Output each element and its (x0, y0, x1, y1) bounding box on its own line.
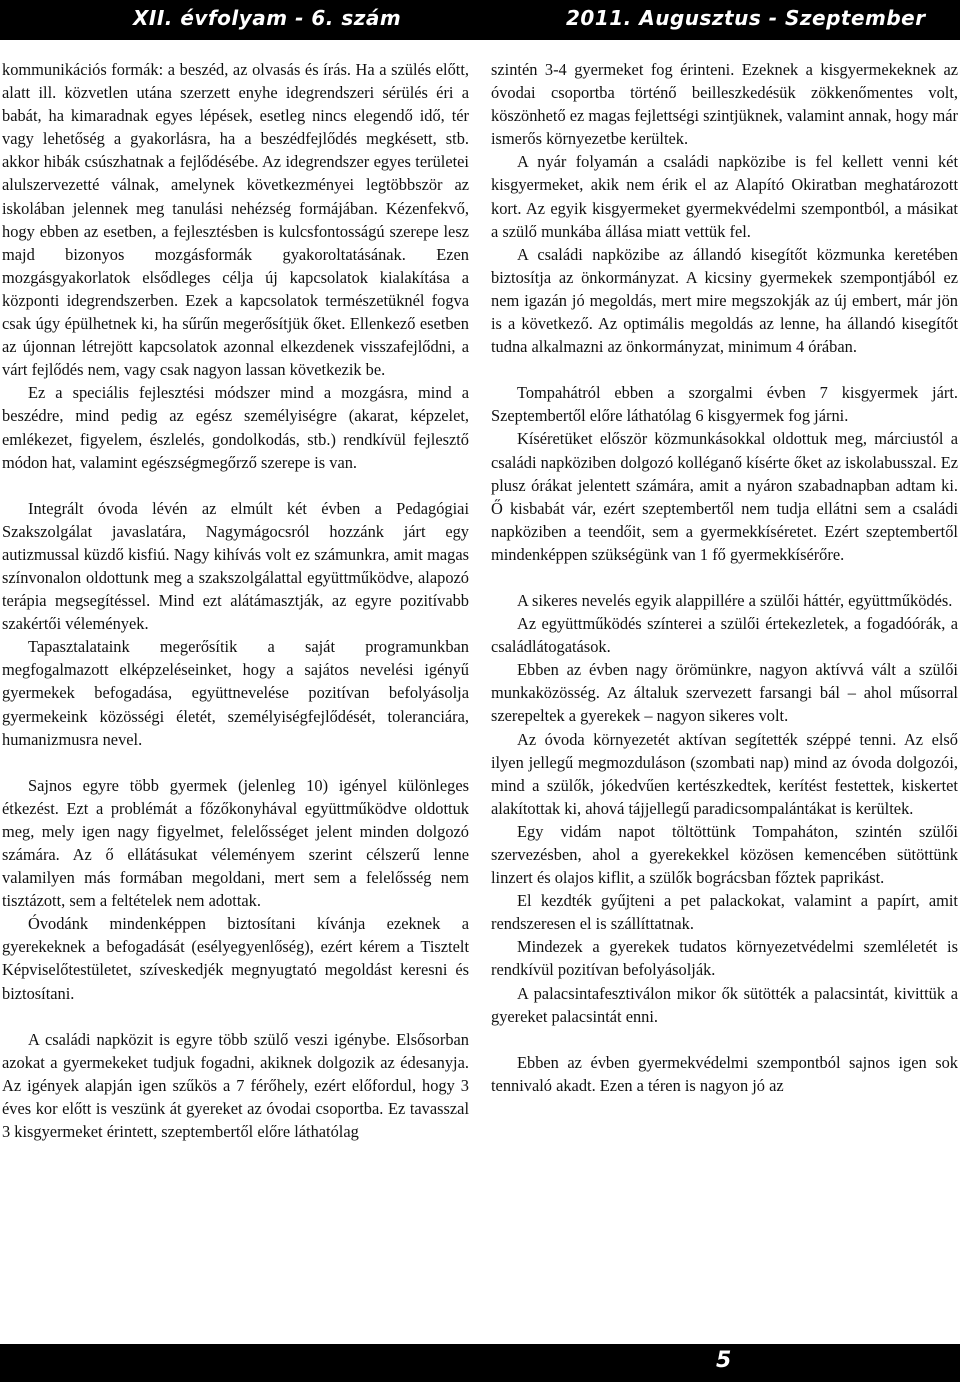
paragraph: El kezdték gyűjteni a pet palackokat, valamint a papírt, amit rendszeresen el is szállíttatnak. (491, 891, 958, 934)
paragraph: A családi napközit is egyre több szülő veszi igénybe. Elsősorban azokat a gyermekeket tudjuk fogadni, akiknek dolgozik az édesanyja. Az igények alapján igen szűkös a 7 férőhely, ezért előfordul, hogy 3 éves kor előtt is veszünk át gyereket az óvodai csoportba. Ez tavasszal 3 kisgyermeket érintett, szeptembertől előre láthatólag (2, 1029, 469, 1142)
paragraph: Integrált óvoda lévén az elmúlt két évben a Pedagógiai Szakszolgálat javaslatára, Nagymágocsról hozzánk járt egy autizmussal küzdő kisfiú. Nagy kihívás volt ez számunkra, amit magas színvonalon oldottunk meg a szakszolgálattal együttműködve, alapozó terápia megsegítéssel. Mind ezt alátámasztják, az egyre pozitívabb szakértői vélemények. (2, 498, 469, 634)
paragraph: kommunikációs formák: a beszéd, az olvasás és írás. Ha a szülés előtt, alatt ill. közvetlen utána szerzett enyhe idegrendszeri sérülés éri a babát, ha kimaradnak egyes lépések, esetleg nincs elegendő idő, tér vagy lehetőség a gyakorlásra, ha a beszédfejlődés megkésett, stb. akkor hibák csúszhatnak a fejlődésébe. Az idegrendszer egyes területei alulszervezetté válnak, amelynek következményei legtöbbször az iskolában jelennek meg tanulási nehézség formájában. Kézenfekvő, hogy ebben az esetben, a fejlesztésben is kulcsfontosságú szerepe lesz majd bizonyos mozgásformák gyakoroltatásának. Ezen mozgásgyakorlatok elsődleges célja új kapcsolatok kialakítása a központi idegrendszerben. Ezek a kapcsolatok természetüknél fogva csak úgy épülhetnek ki, ha sűrűn megerősítjük őket. Ellenkező esetben az újonnan létrejött kapcsolatok azonnal elkezdenek visszafejlődni, a várt fejlődés nem, vagy csak nagyon lassan következik be. (2, 60, 469, 380)
paragraph: Ez a speciális fejlesztési módszer mind a mozgásra, mind a beszédre, mind pedig az egész személyiségre (akarat, képzelet, emlékezet, figyelem, észlelés, gondolkodás, stb.) rendkívül fejlesztő módon hat, valamint egészségmegőrző szerepe is van. (2, 383, 469, 472)
paragraph: Sajnos egyre több gyermek (jelenleg 10) igényel különleges étkezést. Ezt a problémát a főzőkonyhával együttműködve oldottuk meg, mely igen nagy figyelmet, felelősséget jelent minden dolgozó számára. Az ő ellátásukat véleményem szerint célszerű lenne valamilyen más formában megoldani, mert sem a felelősség nem tisztázott, sem a feltételek nem adottak. (2, 775, 469, 911)
paragraph: Kíséretüket először közmunkásokkal oldottuk meg, márciustól a családi napköziben dolgozó kolléganő kísérte őket az iskolabusszal. Ez plusz órákat jelentett számára, amit a nyáron szabadnapban adtam ki. Ő kisbabát vár, ezért szeptembertől nem tudja ellátni sem a családi napköziben a teendőit, sem a gyermekkíséretet. Ezért szeptembertől mindenképpen szükségünk van 1 fő gyermekkísérőre. (491, 429, 958, 564)
paragraph: Az óvoda környezetét aktívan segítették széppé tenni. Az első ilyen jellegű megmozduláson (szombati nap) mind az óvoda dolgozói, mind a szülők, jókedvűen kertészkedtek, kerítést festettek, kiskertet alakítottak ki, ahová tájjellegű paradicsompalántákat is kerültek. (491, 729, 958, 818)
right-column (491, 58, 958, 1097)
issue-label: XII. évfolyam - 6. szám (133, 6, 402, 30)
paragraph: Az együttműködés színterei a szülői értekezletek, a fogadóórák, a családlátogatások. (491, 614, 958, 657)
paragraph: Ebben az évben nagy örömünkre, nagyon aktívvá vált a szülői munkaközösség. Az általuk szervezett farsangi bál – ahol műsorral szerepeltek a gyerekek – nagyon sikeres volt. (491, 660, 958, 726)
paragraph: Óvodánk mindenképpen biztosítani kívánja ezeknek a gyerekeknek a befogadását (esélyegyenlőség), ezért kérem a Tisztelt Képviselőtestületet, szíveskedjék megnyugtató megoldást keresni és biztosítani. (2, 914, 469, 1003)
paragraph: szintén 3-4 gyermeket fog érinteni. Ezeknek a kisgyermekeknek az óvodai csoportba történő beilleszkedésük zökkenőmentes volt, köszönhető ez magas fejlettségi szintjüknek, valamint annak, hogy már ismerős környezetbe kerültek. (491, 60, 958, 149)
page-footer (0, 1344, 960, 1382)
page-header (0, 0, 960, 40)
paragraph: Tompahátról ebben a szorgalmi évben 7 kisgyermek járt. Szeptembertől előre láthatólag 6 kisgyermek fog járni. (491, 383, 958, 426)
paragraph: Mindezek a gyerekek tudatos környezetvédelmi szemléletét is rendkívül pozitívan befolyásolják. (491, 937, 958, 980)
date-label: 2011. Augusztus - Szeptember (566, 6, 926, 30)
paragraph: A családi napközibe az állandó kisegítőt közmunka keretében biztosítja az önkormányzat. A kicsiny gyermekek szempontjából ez nem igazán jó megoldás, mert mire megszokják az új embert, már jön is a következő. Az optimális megoldás az lenne, ha állandó kisegítőt tudna alkalmazni az önkormányzat, minimum 4 órában. (491, 244, 958, 357)
paragraph: A palacsintafesztiválon mikor ők sütötték a palacsintát, kivittük a gyereket palacsintát enni. (491, 983, 958, 1026)
page-number: 5 (716, 1348, 732, 1373)
paragraph: A nyár folyamán a családi napközibe is fel kellett venni két kisgyermeket, akik nem érik el az Alapító Okiratban meghatározott kort. Az egyik kisgyermeket gyermekvédelmi szempontból, a másikat a szülő munkába állása miatt vettük fel. (491, 152, 958, 241)
paragraph: Tapasztalataink megerősítik a saját programunkban megfogalmazott elképzeléseinket, hogy a sajátos nevelési igényű gyermekek befogadása, együttnevelése pozitívan befolyásolja gyermekeink közösségi életét, személyiségfejlődését, toleranciára, humanizmusra nevel. (2, 637, 469, 749)
paragraph: Egy vidám napot töltöttünk Tompaháton, szintén szülői szervezésben, ahol a gyerekekkel közösen kemencében sütöttünk linzert és olajos kiflit, a szülők bográcsban főztek paprikást. (491, 821, 958, 888)
paragraph: A sikeres nevelés egyik alappillére a szülői háttér, együttműködés. (517, 590, 953, 610)
paragraph: Ebben az évben gyermekvédelmi szempontból sajnos igen sok tennivaló akadt. Ezen a téren is nagyon jó az (491, 1052, 958, 1095)
left-column (2, 58, 469, 1143)
